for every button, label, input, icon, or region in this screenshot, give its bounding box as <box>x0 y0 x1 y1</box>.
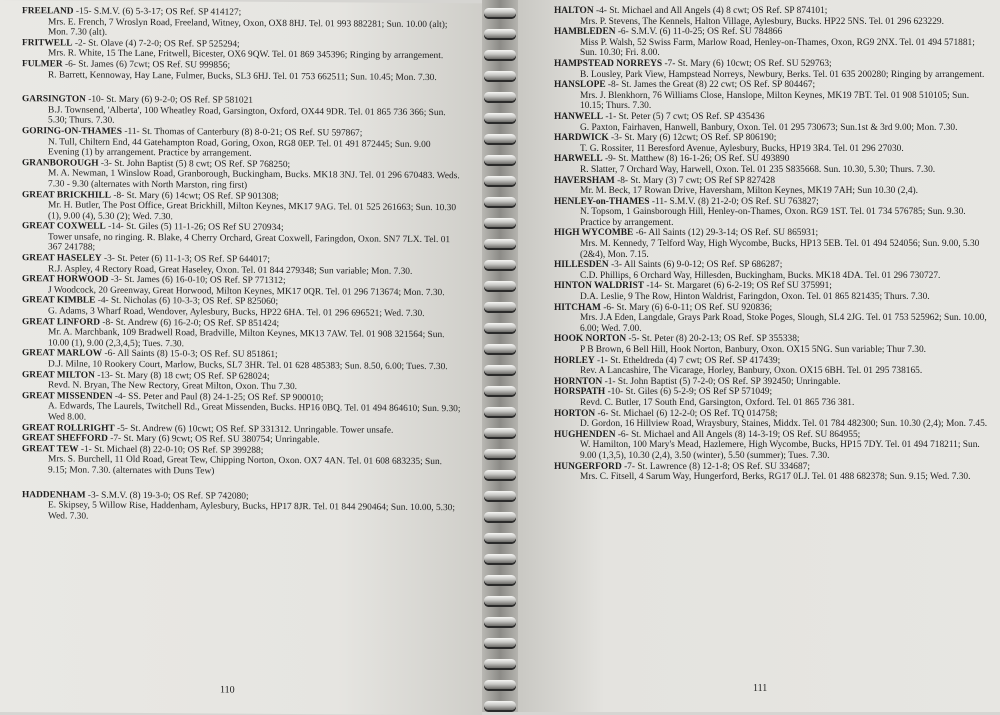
entry-contact-details: W. Hamilton, 100 Mary's Mead, Hazlemere, High Wycombe, Bucks, HP15 7DY. Tel. 01 494 718211; Sun. 9.00 (1,3,5), 10.30 (2,4), 3.50 (winter), 5.50 (summer); Tues. 7.30. <box>580 440 980 461</box>
spiral-binding <box>482 0 518 712</box>
entry-bell-details: -13- St. Mary (8) 18 cwt; OS Ref. SP 628024; <box>94 370 270 382</box>
entry-bell-details: -3- S.M.V. (8) 19-3-0; OS Ref. SP 742080; <box>85 490 249 502</box>
entry-contact-details: Mr. A. Marchbank, 109 Bradwell Road, Bradville, Milton Keynes, MK13 7AW. Tel. 01 908 321564; Sun. 10.00 (1), 9.00 (2,3,4,5); Tues. 7.30. <box>48 327 445 350</box>
entry-place-name: GREAT HASELEY <box>22 253 102 264</box>
directory-entry <box>554 228 990 260</box>
entry-bell-details: -6- All Saints (12) 29-3-14; OS Ref. SU 865931; <box>633 228 819 239</box>
binding-ring <box>484 449 516 458</box>
entry-place-name: GREAT HORWOOD <box>22 274 109 286</box>
directory-entry <box>554 430 990 462</box>
binding-ring <box>484 680 516 689</box>
entry-contact-details: R.J. Aspley, 4 Rectory Road, Great Haseley, Oxon. Tel. 01 844 279348; Sun variable; Mon. 7.30. <box>48 263 413 277</box>
entry-place-name: HENLEY-on-THAMES <box>554 196 650 207</box>
entry-contact-details: C.D. Phillips, 6 Orchard Way, Hillesden, Buckingham, Bucks. MK18 4DA. Tel. 01 296 730727. <box>580 270 941 281</box>
binding-ring <box>484 134 516 143</box>
entry-bell-details: -14- St. Margaret (6) 6-2-19; OS Ref SU 375991; <box>644 281 832 292</box>
entry-place-name: GREAT MISSENDEN <box>22 390 113 402</box>
entry-contact-details: Mrs. J. Blenkhorn, 76 Williams Close, Hanslope, Milton Keynes, MK19 7BT. Tel. 01 908 510105; Sun. 10.15; Thurs. 7.30. <box>580 90 970 112</box>
entry-bell-details: -11- S.M.V. (8) 21-2-0; OS Ref. SU 763827; <box>649 196 819 207</box>
binding-ring <box>484 29 516 38</box>
entry-place-name: HITCHAM <box>554 302 601 313</box>
entry-place-name: HORSPATH <box>554 387 606 398</box>
binding-ring <box>484 260 516 269</box>
entry-bell-details: -4- SS. Peter and Paul (8) 24-1-25; OS Ref. SP 900010; <box>112 391 324 404</box>
binding-ring <box>484 197 516 206</box>
directory-entry <box>22 391 462 426</box>
directory-entry <box>22 370 462 394</box>
entry-contact-details: R. Barrett, Kennoway, Hay Lane, Fulmer, Bucks, SL3 6HJ. Tel. 01 753 662511; Sun. 10.45; Mon. 7.30. <box>48 69 437 83</box>
entry-place-name: HIGH WYCOMBE <box>554 228 634 239</box>
entry-place-name: GREAT KIMBLE <box>22 295 96 307</box>
entry-contact-details: Mrs. J.A Eden, Langdale, Grays Park Road, Stoke Poges, Slough, SL4 2JG. Tel. 01 753 525962; Sun. 10.00, 6.00; Wed. 7.00. <box>580 313 987 334</box>
directory-entry <box>554 409 990 430</box>
entry-bell-details: -6- St. Michael and All Angels (8) 14-3-19; OS Ref. SU 864955; <box>615 429 861 440</box>
entry-place-name: GREAT BRICKHILL <box>22 189 111 201</box>
entry-contact-details: A. Edwards, The Laurels, Twitchell Rd., Great Missenden, Bucks. HP16 0BQ. Tel. 01 494 864610; Sun. 9.30; Wed 8.00. <box>48 401 461 423</box>
binding-ring <box>484 386 516 395</box>
entry-place-name: HAMBLEDEN <box>554 27 616 38</box>
entry-bell-details: -5- St. Andrew (6) 10cwt; OS Ref. SP 331312. Unringable. Tower unsafe. <box>114 423 394 436</box>
entry-place-name: HOOK NORTON <box>554 334 627 345</box>
right-page <box>518 0 1000 712</box>
directory-entry <box>22 94 462 129</box>
entry-place-name: HALTON <box>554 6 594 16</box>
directory-entry <box>22 490 462 525</box>
directory-entry <box>554 6 990 27</box>
entry-bell-details: -6- St. James (6) 7cwt; OS Ref. SU 999856; <box>62 59 231 71</box>
entry-bell-details: -8- St. Mary (6) 14cwt; OS Ref. SP 901308; <box>111 190 279 202</box>
directory-entry <box>554 80 990 112</box>
entry-place-name: HARDWICK <box>554 133 609 144</box>
binding-ring <box>484 407 516 416</box>
entry-contact-details: N. Topsom, 1 Gainsborough Hill, Henley-on-Thames, Oxon. RG9 1ST. Tel. 01 734 576785; Sun. 9.30. Practice by arrangement. <box>580 207 966 228</box>
entry-place-name: HARWELL <box>554 154 603 165</box>
directory-entry <box>22 59 462 83</box>
page-number-left: 110 <box>220 684 235 696</box>
binding-ring <box>484 575 516 584</box>
binding-ring <box>484 71 516 80</box>
entry-contact-details: Mrs. R. White, 15 The Lane, Fritwell, Bicester, OX6 9QW. Tel. 01 869 345396; Ringing by arrangement. <box>48 48 444 62</box>
entry-contact-details: Revd. C. Butler, 17 South End, Garsington, Oxford. Tel. 01 865 736 381. <box>580 397 855 408</box>
entry-bell-details: -7- St. Lawrence (8) 12-1-8; OS Ref. SU 334687; <box>621 461 810 472</box>
directory-entry <box>554 281 990 302</box>
directory-entry <box>554 462 990 483</box>
entry-place-name: GRANBOROUGH <box>22 157 99 169</box>
directory-entry <box>22 6 462 41</box>
entry-contact-details: Rev. A Lancashire, The Vicarage, Horley, Banbury, Oxon. OX15 6BH. Tel. 01 295 738165. <box>580 366 923 377</box>
binding-ring <box>484 239 516 248</box>
entry-contact-details: Revd. N. Bryan, The New Rectory, Great Milton, Oxon. Thu 7.30. <box>48 380 298 393</box>
entry-place-name: HANWELL <box>554 111 603 122</box>
binding-ring <box>484 596 516 605</box>
entry-place-name: GORING-ON-THAMES <box>22 126 123 137</box>
entry-contact-details: Miss P. Walsh, 52 Swiss Farm, Marlow Road, Henley-on-Thames, Oxon, RG9 2NX. Tel. 01 494 571881; Sun. 10.30; Fri. 8.00. <box>580 37 975 59</box>
entry-place-name: GARSINGTON <box>22 94 86 105</box>
entry-bell-details: -1- St. Etheldreda (4) 7 cwt; OS Ref. SP 417439; <box>594 355 781 366</box>
entry-bell-details: -3- St. James (6) 16-0-10; OS Ref. SP 771312; <box>108 275 286 287</box>
entry-contact-details: Mrs. E. French, 7 Wroslyn Road, Freeland, Witney, Oxon, OX8 8HJ. Tel. 01 993 882281; Sun. 10.00 (alt); Mon. 7.30 (alt). <box>48 16 448 38</box>
directory-entry <box>22 190 462 225</box>
entry-bell-details: -14- St. Giles (5) 11-1-26; OS Ref SU 270934; <box>105 222 284 234</box>
binding-ring <box>484 365 516 374</box>
entry-place-name: HORLEY <box>554 355 595 366</box>
binding-ring <box>484 92 516 101</box>
entry-bell-details: -4- St. Michael and All Angels (4) 8 cwt; OS Ref. SP 874101; <box>593 6 828 16</box>
left-column <box>22 6 462 524</box>
entry-contact-details: D.A. Leslie, 9 The Row, Hinton Waldrist, Faringdon, Oxon. Tel. 01 865 821435; Thurs. 7.30. <box>580 292 930 303</box>
entry-contact-details: G. Adams, 3 Wharf Road, Wendover, Aylesbury, Bucks, HP22 6HA. Tel. 01 296 696521; Wed. 7.30. <box>48 306 425 319</box>
directory-entry <box>22 158 462 193</box>
directory-entry <box>22 38 462 62</box>
entry-bell-details: -11- St. Thomas of Canterbury (8) 8-0-21; OS Ref. SU 597867; <box>122 126 363 139</box>
entry-contact-details: Mrs. S. Burchell, 11 Old Road, Great Tew, Chipping Norton, Oxon. OX7 4AN. Tel. 01 608 683235; Sun. 9.15; Mon. 7.30. (alternates with Duns Tew) <box>48 454 442 477</box>
binding-ring <box>484 701 516 710</box>
entry-bell-details: -9- St. Matthew (8) 16-1-26; OS Ref. SU 493890 <box>602 154 790 165</box>
entry-place-name: FULMER <box>22 59 63 70</box>
entry-bell-details: -3- All Saints (6) 9-0-12; OS Ref. SP 686287; <box>608 260 783 271</box>
directory-entry <box>554 303 990 335</box>
entry-contact-details: Mr. H. Butler, The Post Office, Great Brickhill, Milton Keynes, MK17 9AG. Tel. 01 525 261663; Sun. 10.30 (1), 9.00 (4), 5.30 (2); Wed. 7.30. <box>48 200 457 222</box>
entry-contact-details: Mrs. P. Stevens, The Kennels, Halton Village, Aylesbury, Bucks. HP22 5NS. Tel. 01 296 623229. <box>580 16 944 27</box>
directory-entry <box>554 154 990 175</box>
binding-ring <box>484 344 516 353</box>
binding-ring <box>484 554 516 563</box>
entry-place-name: HINTON WALDRIST <box>554 281 645 292</box>
binding-ring <box>484 8 516 17</box>
directory-entry <box>554 27 990 59</box>
entry-bell-details: -1- St. Peter (5) 7 cwt; OS Ref. SP 435436 <box>602 111 765 122</box>
directory-entry <box>554 356 990 377</box>
binding-ring <box>484 113 516 122</box>
entry-contact-details: T. G. Rossiter, 11 Beresford Avenue, Aylesbury, Bucks, HP19 3R4. Tel. 01 296 27030. <box>580 143 904 154</box>
entry-bell-details: -1- St. John Baptist (5) 7-2-0; OS Ref. SP 392450; Unringable. <box>602 376 841 387</box>
entry-place-name: HORTON <box>554 408 596 419</box>
directory-entry <box>554 112 990 133</box>
directory-entry <box>22 296 462 320</box>
binding-ring <box>484 638 516 647</box>
entry-place-name: GREAT MILTON <box>22 369 95 381</box>
entry-place-name: GREAT LINFORD <box>22 316 101 328</box>
binding-ring <box>484 491 516 500</box>
directory-entry <box>554 377 990 388</box>
page-number-right: 111 <box>753 683 768 694</box>
binding-ring <box>484 218 516 227</box>
directory-entry <box>22 317 462 352</box>
entry-bell-details: -3- St. Mary (6) 12cwt; OS Ref. SP 806190; <box>608 133 777 144</box>
directory-entry <box>554 133 990 154</box>
left-page <box>0 0 482 715</box>
entry-bell-details: -10- St. Giles (6) 5-2-9; OS Ref SP 571049; <box>605 387 773 398</box>
entry-bell-details: -3- St. Peter (6) 11-1-3; OS Ref. SP 644017; <box>101 253 270 265</box>
entry-place-name: HUNGERFORD <box>554 461 622 472</box>
entry-contact-details: R. Slatter, 7 Orchard Way, Harwell, Oxon. Tel. 01 235 S835668. Sun. 10.30, 5.30; Thurs. 7.30. <box>580 164 936 175</box>
directory-entry <box>22 444 462 479</box>
binding-ring <box>484 281 516 290</box>
entry-contact-details: M. A. Newman, 1 Winslow Road, Granborough, Buckingham, Bucks. MK18 3NJ. Tel. 01 296 670483. Weds. 7.30 - 9.30 (alternates with North Marston, ring first) <box>48 168 460 191</box>
binding-ring <box>484 659 516 668</box>
entry-place-name: GREAT SHEFFORD <box>22 433 108 444</box>
directory-entry <box>22 126 462 161</box>
entry-place-name: FRITWELL <box>22 37 73 49</box>
directory-entry <box>554 387 990 408</box>
entry-bell-details: -6- St. Michael (6) 12-2-0; OS Ref. TQ 014758; <box>595 408 778 419</box>
entry-bell-details: -6- All Saints (8) 15-0-3; OS Ref. SU 851861; <box>102 349 278 361</box>
directory-entry <box>554 59 990 80</box>
entry-contact-details: B.J. Townsend, 'Alberta', 100 Wheatley Road, Garsington, Oxford, OX44 9DR. Tel. 01 865 736 366; Sun. 5.30; Thurs. 7.30. <box>48 105 446 127</box>
entry-bell-details: -6- S.M.V. (6) 11-0-25; OS Ref. SU 784866 <box>615 27 783 38</box>
entry-bell-details: -1- St. Michael (8) 22-0-10; OS Ref. SP 399288; <box>78 444 264 456</box>
entry-contact-details: D. Gordon, 16 Hillview Road, Wraysbury, Staines, Middx. Tel. 01 784 482300; Sun. 10.30 (2,4); Mon. 7.45. <box>580 419 988 430</box>
directory-entry <box>554 176 990 197</box>
entry-contact-details: Mrs. M. Kennedy, 7 Telford Way, High Wycombe, Bucks, HP13 5EB. Tel. 01 494 524056; Sun. 9.00, 5.30 (2&4), Mon. 7.15. <box>580 239 980 260</box>
directory-entry <box>554 334 990 355</box>
binding-ring <box>484 428 516 437</box>
entry-place-name: HAVERSHAM <box>554 175 615 186</box>
entry-bell-details: -7- St. Mary (6) 9cwt; OS Ref. SU 380754; Unringable. <box>107 433 320 446</box>
entry-place-name: HILLESDEN <box>554 260 609 271</box>
entry-contact-details: Tower unsafe, no ringing. R. Blake, 4 Cherry Orchard, Great Coxwell, Faringdon, Oxon. SN7 7LX. Tel. 01 367 241788; <box>48 232 451 254</box>
entry-place-name: HADDENHAM <box>22 489 86 501</box>
entry-bell-details: -5- St. Peter (8) 20-2-13; OS Ref. SP 355338; <box>626 334 800 345</box>
entry-contact-details: D.J. Milne, 10 Rookery Court, Marlow, Bucks, SL7 3HR. Tel. 01 628 485383; Sun. 8.50, 6.00; Tues. 7.30. <box>48 359 448 373</box>
entry-bell-details: -3- St. John Baptist (5) 8 cwt; OS Ref. SP 768250; <box>98 158 291 170</box>
entry-place-name: HANSLOPE <box>554 80 606 91</box>
entry-bell-details: -8- St. Andrew (6) 16-2-0; OS Ref. SP 851424; <box>100 317 280 329</box>
binding-ring <box>484 323 516 332</box>
directory-entry <box>22 221 462 256</box>
entry-contact-details: B. Lousley, Park View, Hampstead Norreys, Newbury, Berks. Tel. 01 635 200280; Ringing by arrangement. <box>580 69 985 80</box>
entry-contact-details: E. Skipsey, 5 Willow Rise, Haddenham, Aylesbury, Bucks, HP17 8JR. Tel. 01 844 290464; Sun. 10.00, 5.30; Wed. 7.30. <box>48 500 455 522</box>
entry-bell-details: -4- St. Nicholas (6) 10-3-3; OS Ref. SP 825060; <box>95 296 279 308</box>
binding-ring <box>484 155 516 164</box>
entry-bell-details: -8- St. James the Great (8) 22 cwt; OS Ref. SP 804467; <box>605 80 816 91</box>
entry-place-name: GREAT COXWELL <box>22 221 106 233</box>
entry-contact-details: P B Brown, 6 Bell Hill, Hook Norton, Banbury, Oxon. OX15 5NG. Sun variable; Thur 7.30. <box>580 345 926 355</box>
entry-bell-details: -15- S.M.V. (6) 5-3-17; OS Ref. SP 414127; <box>73 6 242 18</box>
directory-entry <box>22 349 462 373</box>
entry-bell-details: -10- St. Mary (6) 9-2-0; OS Ref. SP 581021 <box>85 94 253 106</box>
entry-contact-details: J Woodcock, 20 Greenway, Great Horwood, Milton Keynes, MK17 0QR. Tel. 01 296 713674; Mon. 7.30. <box>48 285 445 298</box>
entry-bell-details: -8- St. Mary (3) 7 cwt; OS Ref SP 827428 <box>614 175 776 186</box>
entry-place-name: HUGHENDEN <box>554 429 616 440</box>
entry-contact-details: Mr. M. Beck, 17 Rowan Drive, Haversham, Milton Keynes, MK19 7AH; Sun 10.30 (2,4). <box>580 186 918 197</box>
directory-entry <box>554 197 990 229</box>
entry-place-name: GREAT MARLOW <box>22 348 103 360</box>
entry-place-name: HORNTON <box>554 376 603 387</box>
binding-ring <box>484 470 516 479</box>
entry-contact-details: G. Paxton, Fairhaven, Hanwell, Banbury, Oxon. Tel. 01 295 730673; Sun.1st & 3rd 9.00; Mon. 7.30. <box>580 122 958 133</box>
entry-contact-details: N. Tull, Chiltern End, 44 Gatehampton Road, Goring, Oxon, RG8 0EP. Tel. 01 491 872445; Sun. 9.00 Evening (1) by arrangement. Practice by arrangement. <box>48 136 431 159</box>
entry-bell-details: -6- St. Mary (6) 6-0-11; OS Ref. SU 920836; <box>600 302 773 313</box>
binding-ring <box>484 512 516 521</box>
entry-place-name: GREAT ROLLRIGHT <box>22 422 115 434</box>
entry-place-name: GREAT TEW <box>22 443 79 455</box>
right-column <box>554 6 990 483</box>
binding-ring <box>484 617 516 626</box>
binding-ring <box>484 176 516 185</box>
entry-contact-details: Mrs. C. Fitsell, 4 Sarum Way, Hungerford, Berks, RG17 0LJ. Tel. 01 488 682378; Sun. 9.15; Wed. 7.30. <box>580 472 971 483</box>
entry-bell-details: -2- St. Olave (4) 7-2-0; OS Ref. SP 525294; <box>72 38 240 50</box>
entry-bell-details: -7- St. Mary (6) 10cwt; OS Ref. SU 529763; <box>662 58 832 69</box>
directory-entry <box>554 260 990 281</box>
entry-place-name: FREELAND <box>22 6 74 17</box>
entry-place-name: HAMPSTEAD NORREYS <box>554 58 663 69</box>
binding-ring <box>484 533 516 542</box>
binding-ring <box>484 302 516 311</box>
binding-ring <box>484 50 516 59</box>
